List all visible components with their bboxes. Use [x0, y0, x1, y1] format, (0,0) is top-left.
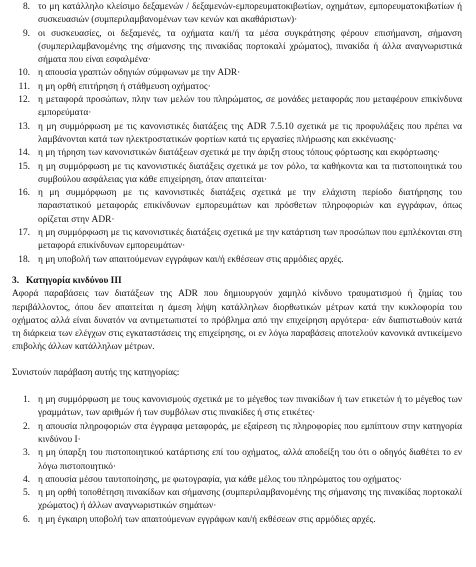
violation-list-category-2 — [12, 0, 462, 267]
list-item — [12, 447, 462, 474]
item-text: η μη τήρηση των κανονιστικών διατάξεων σχετικά με την άφιξη στους τόπους φόρτωσης και εκφόρτωσης· — [38, 148, 441, 159]
item-number: 16. — [18, 188, 30, 199]
item-number: 8. — [22, 2, 30, 12]
item-text: η μη συμμόρφωση με τις κανονιστικές διατάξεις σχετικά με την κατάρτιση των προσώπων που εμπλέκονται στη μεταφορά επικίνδυνων εμπορευμάτων· — [38, 228, 462, 252]
list-item — [12, 254, 462, 267]
list-item — [12, 161, 462, 188]
item-text: η μη συμμόρφωση με τις κανονιστικές διατάξεις σχετικά με τον ρόλο, τα καθήκοντα και τα πιστοποιητικά του συμβούλου ασφάλειας για κάθε επιχείρηση, όταν απαιτείται· — [38, 161, 462, 185]
item-text: η μη ορθή επιτήρηση ή στάθμευση οχήματος· — [38, 81, 211, 92]
violation-list-category-3 — [12, 394, 462, 527]
item-number: 14. — [18, 148, 30, 159]
item-text: η μεταφορά προσώπων, πλην των μελών του πληρώματος, σε μονάδες μεταφοράς που μεταφέρουν επικίνδυνα εμπορεύματα· — [38, 95, 462, 119]
item-number: 4. — [22, 474, 30, 485]
item-text: η απουσία μέσου ταυτοποίησης, με φωτογραφία, για κάθε μέλος του πληρώματος του οχήματος· — [38, 474, 403, 485]
list-item — [12, 121, 462, 148]
list-intro: Συνιστούν παράβαση αυτής της κατηγορίας: — [12, 367, 180, 378]
item-text: η μη συμμόρφωση με τους κανονισμούς σχετικά με το μέγεθος των πινακίδων ή των ετικετών ή το μέγεθος των γραμμάτων, των αριθμών ή των συμβόλων στις πινακίδες ή στις ετικέτες· — [38, 395, 462, 419]
list-item — [12, 94, 462, 121]
section-heading — [12, 275, 462, 288]
list-item — [12, 394, 462, 421]
item-text: η μη έγκαιρη υποβολή των απαιτούμενων εγγράφων και/ή εκθέσεων στις αρμόδιες αρχές. — [38, 514, 376, 525]
item-number: 6. — [22, 514, 30, 525]
list-item — [12, 67, 462, 80]
item-number: 15. — [18, 161, 30, 172]
item-text: η μη συμμόρφωση με τις κανονιστικές διατάξεις σχετικά με την ελάχιστη περίοδο διατήρησης του παραστατικού μεταφοράς επικίνδυνων εμπορευμάτων και πρόσθετων πληροφοριών και εγγράφων, όπως ορίζεται στην ADR· — [38, 188, 462, 225]
item-number: 2. — [22, 421, 30, 432]
item-number: 10. — [18, 68, 30, 79]
item-text: οι συσκευασίες, οι δεξαμενές, τα οχήματα και/ή τα μέσα συγκράτησης φέρουν επισήμανση, σήμανση (συμπεριλαμβανομένης της σήμανσης της πινακίδας πορτοκαλί χρώματος), πινακίδα ή άλλα αναγνωριστικά σήματα που είναι εσφαλμένα· — [38, 28, 462, 66]
section-number: 3. — [12, 275, 20, 286]
list-item — [12, 474, 462, 487]
section-title: Κατηγορία κινδύνου III — [26, 275, 122, 286]
item-text: η μη υποβολή των απαιτούμενων εγγράφων και/ή εκθέσεων στις αρμόδιες αρχές. — [38, 254, 344, 265]
list-item — [12, 28, 462, 68]
item-text: η απουσία γραπτών οδηγιών σύμφωνων με την ADR· — [38, 68, 241, 79]
item-number: 18. — [18, 254, 30, 265]
section-paragraph: Αφορά παραβάσεις των διατάξεων της ADR που δημιουργούν χαμηλό κίνδυνο τραυματισμού ή ζημίας του περιβάλλοντος, όπου δεν απαιτείται η άμεση λήψη κατάλληλων διορθωτικών μέτρων κατά την κυκλοφορία του οχήματος αλλά είναι δυνατόν να αντιμετωπιστεί το πρόβλημα από την επιχείρηση αργότερα· εάν διαπιστωθούν κατά τη διάρκεια των ελέγχων στις εγκαταστάσεις της επιχείρησης, οι εν λόγω παραβάσεις αποτελούν κανονικά αντικείμενο επιβολής άλλων κατάλληλων μέτρων. — [12, 289, 462, 353]
item-number: 5. — [22, 488, 30, 499]
item-number: 11. — [18, 81, 30, 92]
item-text: η μη ορθή τοποθέτηση πινακίδων και σήμανσης (συμπεριλαμβανομένης της σήμανσης της πινακίδας πορτοκαλί χρώματος) ή άλλων αναγνωριστικών σημάτων· — [38, 488, 462, 512]
item-number: 3. — [22, 448, 30, 459]
item-number: 1. — [22, 395, 30, 406]
item-text: το μη κατάλληλο κλείσιμο δεξαμενών / δεξαμενών-εμπορευματοκιβωτίων, οχημάτων, εμπορευματοκιβωτίων ή συσκευασιών (συμπεριλαμβανομένων των κενών και ακαθάριστων)· — [38, 2, 462, 26]
item-number: 9. — [22, 28, 30, 39]
item-number: 12. — [18, 95, 30, 106]
item-number: 13. — [18, 121, 30, 132]
list-item — [12, 81, 462, 94]
list-item — [12, 421, 462, 448]
list-item — [12, 147, 462, 160]
list-item — [12, 1, 462, 28]
item-text: η απουσία πληροφοριών στα έγγραφα μεταφοράς, με εξαίρεση τις πληροφορίες που εμπίπτουν στην κατηγορία κινδύνου I· — [38, 421, 462, 445]
list-item — [12, 187, 462, 227]
item-number: 17. — [18, 228, 30, 239]
item-text: η μη συμμόρφωση με τις κανονιστικές διατάξεις της ADR 7.5.10 σχετικά με τις προφυλάξεις που πρέπει να λαμβάνονται κατά των ηλεκτροστατικών φορτίων κατά τις εργασίες πλήρωσης και εκκένωσης· — [38, 121, 462, 145]
list-item — [12, 227, 462, 254]
item-text: η μη ύπαρξη του πιστοποιητικού κατάρτισης επί του οχήματος, αλλά αποδείξη του ότι ο οδηγός διαθέτει το εν λόγω πιστοποιητικό· — [38, 448, 462, 472]
list-item — [12, 487, 462, 514]
list-item — [12, 514, 462, 527]
